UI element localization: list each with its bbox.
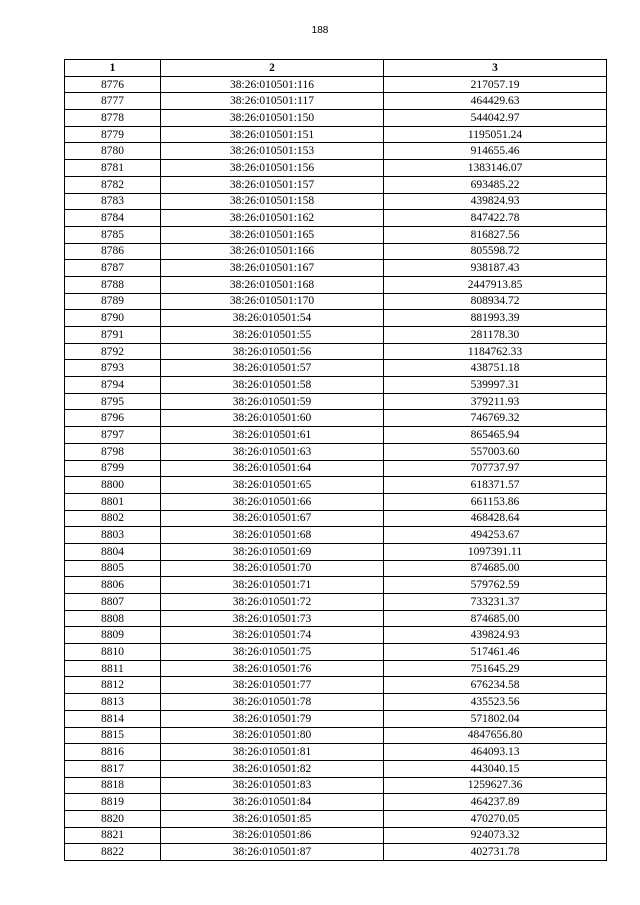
table-row — [65, 343, 607, 360]
cadastral-number-cell: 38:26:010501:168 — [161, 276, 384, 293]
cadastral-number-cell: 38:26:010501:167 — [161, 260, 384, 277]
row-number-cell: 8790 — [65, 310, 161, 327]
table-row — [65, 293, 607, 310]
value-cell: 1383146.07 — [384, 160, 607, 177]
value-cell: 693485.22 — [384, 176, 607, 193]
value-cell: 557003.60 — [384, 443, 607, 460]
registry-table — [64, 59, 607, 861]
table-row — [65, 76, 607, 93]
row-number-cell: 8821 — [65, 827, 161, 844]
value-cell: 281178.30 — [384, 327, 607, 344]
table-row — [65, 627, 607, 644]
table-row — [65, 493, 607, 510]
row-number-cell: 8810 — [65, 644, 161, 661]
table-row — [65, 577, 607, 594]
table-row — [65, 844, 607, 861]
cadastral-number-cell: 38:26:010501:74 — [161, 627, 384, 644]
value-cell: 874685.00 — [384, 610, 607, 627]
cadastral-number-cell: 38:26:010501:80 — [161, 727, 384, 744]
table-row — [65, 727, 607, 744]
value-cell: 816827.56 — [384, 226, 607, 243]
table-row — [65, 276, 607, 293]
row-number-cell: 8786 — [65, 243, 161, 260]
row-number-cell: 8806 — [65, 577, 161, 594]
page-number: 188 — [311, 25, 329, 36]
cadastral-number-cell: 38:26:010501:68 — [161, 527, 384, 544]
cadastral-number-cell: 38:26:010501:79 — [161, 710, 384, 727]
cadastral-number-cell: 38:26:010501:170 — [161, 293, 384, 310]
row-number-cell: 8796 — [65, 410, 161, 427]
value-cell: 1184762.33 — [384, 343, 607, 360]
table-row — [65, 477, 607, 494]
cadastral-number-cell: 38:26:010501:55 — [161, 327, 384, 344]
cadastral-number-cell: 38:26:010501:83 — [161, 777, 384, 794]
table-row — [65, 360, 607, 377]
row-number-cell: 8812 — [65, 677, 161, 694]
row-number-cell: 8791 — [65, 327, 161, 344]
row-number-cell: 8797 — [65, 427, 161, 444]
table-row — [65, 327, 607, 344]
value-cell: 438751.18 — [384, 360, 607, 377]
row-number-cell: 8788 — [65, 276, 161, 293]
row-number-cell: 8782 — [65, 176, 161, 193]
value-cell: 468428.64 — [384, 510, 607, 527]
row-number-cell: 8804 — [65, 543, 161, 560]
table-row — [65, 510, 607, 527]
value-cell: 618371.57 — [384, 477, 607, 494]
row-number-cell: 8805 — [65, 560, 161, 577]
row-number-cell: 8814 — [65, 710, 161, 727]
cadastral-number-cell: 38:26:010501:157 — [161, 176, 384, 193]
table-row — [65, 744, 607, 761]
value-cell: 517461.46 — [384, 644, 607, 661]
table-row — [65, 710, 607, 727]
row-number-cell: 8780 — [65, 143, 161, 160]
row-number-cell: 8803 — [65, 527, 161, 544]
value-cell: 379211.93 — [384, 393, 607, 410]
row-number-cell: 8799 — [65, 460, 161, 477]
table-row — [65, 393, 607, 410]
value-cell: 2447913.85 — [384, 276, 607, 293]
value-cell: 924073.32 — [384, 827, 607, 844]
cadastral-number-cell: 38:26:010501:58 — [161, 377, 384, 394]
table-row — [65, 93, 607, 110]
table-row — [65, 443, 607, 460]
value-cell: 707737.97 — [384, 460, 607, 477]
value-cell: 544042.97 — [384, 110, 607, 127]
table-row — [65, 610, 607, 627]
row-number-cell: 8787 — [65, 260, 161, 277]
column-header-3: 3 — [384, 60, 607, 77]
table-row — [65, 677, 607, 694]
value-cell: 443040.15 — [384, 760, 607, 777]
row-number-cell: 8785 — [65, 226, 161, 243]
cadastral-number-cell: 38:26:010501:63 — [161, 443, 384, 460]
value-cell: 1097391.11 — [384, 543, 607, 560]
value-cell: 661153.86 — [384, 493, 607, 510]
table-row — [65, 660, 607, 677]
table-row — [65, 460, 607, 477]
row-number-cell: 8779 — [65, 126, 161, 143]
table-row — [65, 644, 607, 661]
value-cell: 808934.72 — [384, 293, 607, 310]
table-row — [65, 260, 607, 277]
table-body — [65, 76, 607, 860]
cadastral-number-cell: 38:26:010501:153 — [161, 143, 384, 160]
table-row — [65, 410, 607, 427]
value-cell: 571802.04 — [384, 710, 607, 727]
row-number-cell: 8789 — [65, 293, 161, 310]
row-number-cell: 8809 — [65, 627, 161, 644]
row-number-cell: 8808 — [65, 610, 161, 627]
value-cell: 847422.78 — [384, 210, 607, 227]
cadastral-number-cell: 38:26:010501:150 — [161, 110, 384, 127]
cadastral-number-cell: 38:26:010501:82 — [161, 760, 384, 777]
cadastral-number-cell: 38:26:010501:72 — [161, 594, 384, 611]
row-number-cell: 8817 — [65, 760, 161, 777]
row-number-cell: 8819 — [65, 794, 161, 811]
row-number-cell: 8813 — [65, 694, 161, 711]
value-cell: 539997.31 — [384, 377, 607, 394]
cadastral-number-cell: 38:26:010501:166 — [161, 243, 384, 260]
cadastral-number-cell: 38:26:010501:73 — [161, 610, 384, 627]
row-number-cell: 8820 — [65, 810, 161, 827]
table-row — [65, 794, 607, 811]
cadastral-number-cell: 38:26:010501:57 — [161, 360, 384, 377]
value-cell: 494253.67 — [384, 527, 607, 544]
value-cell: 914655.46 — [384, 143, 607, 160]
cadastral-number-cell: 38:26:010501:116 — [161, 76, 384, 93]
value-cell: 865465.94 — [384, 427, 607, 444]
header-row — [65, 60, 607, 77]
row-number-cell: 8783 — [65, 193, 161, 210]
table-row — [65, 377, 607, 394]
cadastral-number-cell: 38:26:010501:78 — [161, 694, 384, 711]
cadastral-number-cell: 38:26:010501:75 — [161, 644, 384, 661]
value-cell: 4847656.80 — [384, 727, 607, 744]
cadastral-number-cell: 38:26:010501:70 — [161, 560, 384, 577]
row-number-cell: 8794 — [65, 377, 161, 394]
row-number-cell: 8815 — [65, 727, 161, 744]
cadastral-number-cell: 38:26:010501:117 — [161, 93, 384, 110]
value-cell: 676234.58 — [384, 677, 607, 694]
value-cell: 874685.00 — [384, 560, 607, 577]
value-cell: 439824.93 — [384, 193, 607, 210]
cadastral-number-cell: 38:26:010501:165 — [161, 226, 384, 243]
table-row — [65, 176, 607, 193]
row-number-cell: 8822 — [65, 844, 161, 861]
column-header-1: 1 — [65, 60, 161, 77]
row-number-cell: 8776 — [65, 76, 161, 93]
row-number-cell: 8777 — [65, 93, 161, 110]
value-cell: 1195051.24 — [384, 126, 607, 143]
table-row — [65, 543, 607, 560]
table-row — [65, 427, 607, 444]
value-cell: 881993.39 — [384, 310, 607, 327]
value-cell: 402731.78 — [384, 844, 607, 861]
cadastral-number-cell: 38:26:010501:60 — [161, 410, 384, 427]
row-number-cell: 8807 — [65, 594, 161, 611]
cadastral-number-cell: 38:26:010501:67 — [161, 510, 384, 527]
cadastral-number-cell: 38:26:010501:76 — [161, 660, 384, 677]
value-cell: 1259627.36 — [384, 777, 607, 794]
cadastral-number-cell: 38:26:010501:81 — [161, 744, 384, 761]
table-row — [65, 160, 607, 177]
cadastral-number-cell: 38:26:010501:64 — [161, 460, 384, 477]
cadastral-number-cell: 38:26:010501:85 — [161, 810, 384, 827]
row-number-cell: 8778 — [65, 110, 161, 127]
cadastral-number-cell: 38:26:010501:156 — [161, 160, 384, 177]
cadastral-number-cell: 38:26:010501:69 — [161, 543, 384, 560]
value-cell: 435523.56 — [384, 694, 607, 711]
table-row — [65, 827, 607, 844]
value-cell: 470270.05 — [384, 810, 607, 827]
cadastral-number-cell: 38:26:010501:54 — [161, 310, 384, 327]
value-cell: 579762.59 — [384, 577, 607, 594]
value-cell: 464237.89 — [384, 794, 607, 811]
value-cell: 746769.32 — [384, 410, 607, 427]
cadastral-number-cell: 38:26:010501:71 — [161, 577, 384, 594]
value-cell: 751645.29 — [384, 660, 607, 677]
table-row — [65, 760, 607, 777]
cadastral-number-cell: 38:26:010501:86 — [161, 827, 384, 844]
table-row — [65, 143, 607, 160]
row-number-cell: 8801 — [65, 493, 161, 510]
cadastral-number-cell: 38:26:010501:77 — [161, 677, 384, 694]
row-number-cell: 8798 — [65, 443, 161, 460]
cadastral-number-cell: 38:26:010501:158 — [161, 193, 384, 210]
table-row — [65, 594, 607, 611]
value-cell: 439824.93 — [384, 627, 607, 644]
table-row — [65, 560, 607, 577]
value-cell: 805598.72 — [384, 243, 607, 260]
table-row — [65, 126, 607, 143]
table-row — [65, 777, 607, 794]
row-number-cell: 8795 — [65, 393, 161, 410]
row-number-cell: 8793 — [65, 360, 161, 377]
table-row — [65, 243, 607, 260]
value-cell: 464429.63 — [384, 93, 607, 110]
column-header-2: 2 — [161, 60, 384, 77]
table-row — [65, 110, 607, 127]
row-number-cell: 8792 — [65, 343, 161, 360]
table-row — [65, 527, 607, 544]
row-number-cell: 8816 — [65, 744, 161, 761]
table-row — [65, 310, 607, 327]
cadastral-number-cell: 38:26:010501:162 — [161, 210, 384, 227]
row-number-cell: 8784 — [65, 210, 161, 227]
row-number-cell: 8802 — [65, 510, 161, 527]
value-cell: 217057.19 — [384, 76, 607, 93]
table-row — [65, 694, 607, 711]
value-cell: 938187.43 — [384, 260, 607, 277]
table-row — [65, 810, 607, 827]
cadastral-number-cell: 38:26:010501:59 — [161, 393, 384, 410]
cadastral-number-cell: 38:26:010501:56 — [161, 343, 384, 360]
table-header — [65, 60, 607, 77]
row-number-cell: 8781 — [65, 160, 161, 177]
table-row — [65, 226, 607, 243]
cadastral-number-cell: 38:26:010501:151 — [161, 126, 384, 143]
row-number-cell: 8818 — [65, 777, 161, 794]
cadastral-number-cell: 38:26:010501:66 — [161, 493, 384, 510]
cadastral-number-cell: 38:26:010501:61 — [161, 427, 384, 444]
value-cell: 464093.13 — [384, 744, 607, 761]
table-row — [65, 193, 607, 210]
row-number-cell: 8811 — [65, 660, 161, 677]
row-number-cell: 8800 — [65, 477, 161, 494]
table-row — [65, 210, 607, 227]
cadastral-number-cell: 38:26:010501:84 — [161, 794, 384, 811]
cadastral-number-cell: 38:26:010501:87 — [161, 844, 384, 861]
cadastral-number-cell: 38:26:010501:65 — [161, 477, 384, 494]
value-cell: 733231.37 — [384, 594, 607, 611]
